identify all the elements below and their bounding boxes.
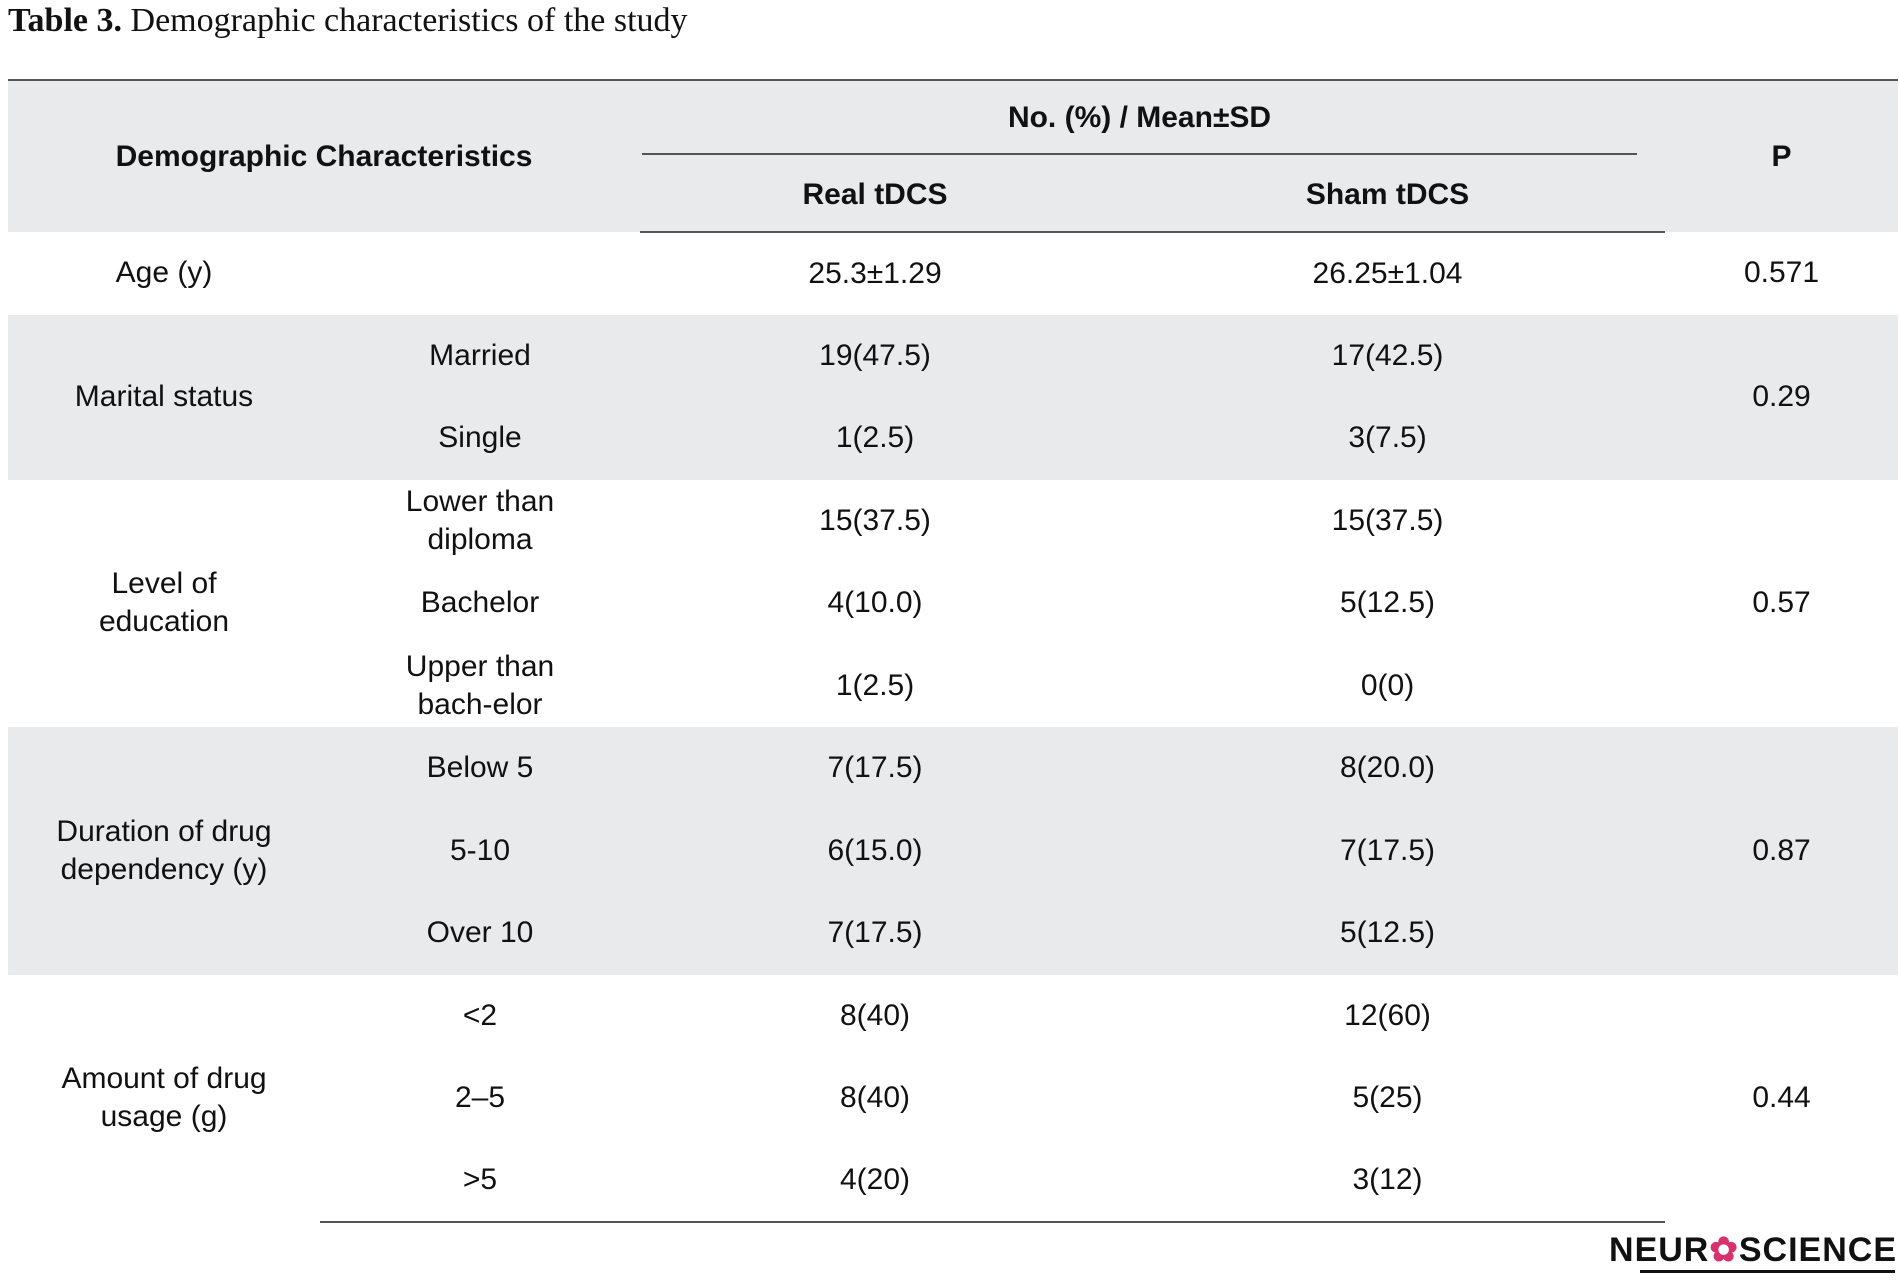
sub-category: >5 xyxy=(320,1140,640,1223)
table-body xyxy=(8,232,1898,1222)
p-value: 0.29 xyxy=(1665,315,1898,480)
table-row xyxy=(8,480,1898,563)
sub-category: Lower than diploma xyxy=(405,484,555,556)
group-label: Duration of drug dependency (y) xyxy=(8,727,320,975)
p-value: 0.44 xyxy=(1752,1081,1811,1115)
sub-category: Bachelor xyxy=(420,586,540,620)
real-tdcs-value: 8(40) xyxy=(839,998,911,1032)
table-caption xyxy=(8,2,688,40)
real-tdcs-value: 15(37.5) xyxy=(819,503,931,537)
caption-label: Table 3. xyxy=(8,2,123,39)
real-tdcs-value: 4(20) xyxy=(640,1140,1110,1223)
sham-tdcs-value: 26.25±1.04 xyxy=(1312,256,1463,290)
p-value: 0.571 xyxy=(1743,256,1820,290)
sub-category: Over 10 xyxy=(320,892,640,975)
sub-category xyxy=(320,232,640,315)
header-p: P xyxy=(1665,80,1898,232)
logo-text-start: NEUR xyxy=(1609,1231,1710,1269)
group-label: Marital status xyxy=(8,315,320,480)
sham-tdcs-value: 3(12) xyxy=(1110,1140,1665,1223)
header-group xyxy=(640,80,1665,159)
sub-category: <2 xyxy=(462,998,498,1032)
real-tdcs-value: 6(15.0) xyxy=(640,810,1110,893)
real-tdcs-value: 25.3±1.29 xyxy=(808,256,942,290)
real-tdcs-value: 7(17.5) xyxy=(640,892,1110,975)
real-tdcs-value: 19(47.5) xyxy=(640,315,1110,398)
logo-flower-icon: ✿ xyxy=(1709,1231,1739,1269)
group-label: Level of education xyxy=(98,567,230,639)
sub-category: Single xyxy=(320,397,640,480)
demographics-table xyxy=(8,79,1898,1223)
real-tdcs-value: 8(40) xyxy=(839,1081,911,1115)
group-label: Amount of drug usage (g) xyxy=(61,1062,267,1134)
sub-category: Below 5 xyxy=(320,727,640,810)
header-demographic: Demographic Characteristics xyxy=(8,80,640,232)
table-row xyxy=(8,315,1898,398)
real-tdcs-value: 1(2.5) xyxy=(835,668,915,702)
table-row xyxy=(8,727,1898,810)
header-sham: Sham tDCS xyxy=(1110,159,1665,232)
group-label: Age (y) xyxy=(115,256,213,290)
neuroscience-logo xyxy=(1609,1230,1897,1270)
header-real: Real tDCS xyxy=(640,159,1110,232)
header-group-label: No. (%) / Mean±SD xyxy=(642,85,1637,155)
sham-tdcs-value: 3(7.5) xyxy=(1110,397,1665,480)
logo-underline xyxy=(1640,1270,1895,1273)
sham-tdcs-value: 5(12.5) xyxy=(1110,892,1665,975)
sub-category: 2–5 xyxy=(454,1081,506,1115)
caption-text: Demographic characteristics of the study xyxy=(130,2,688,39)
sham-tdcs-value: 0(0) xyxy=(1360,668,1415,702)
sub-category: Married xyxy=(320,315,640,398)
p-value: 0.87 xyxy=(1665,727,1898,975)
p-value: 0.57 xyxy=(1752,586,1811,620)
sham-tdcs-value: 5(25) xyxy=(1352,1081,1423,1115)
sham-tdcs-value: 17(42.5) xyxy=(1110,315,1665,398)
sham-tdcs-value: 15(37.5) xyxy=(1331,503,1444,537)
real-tdcs-value: 7(17.5) xyxy=(640,727,1110,810)
real-tdcs-value: 1(2.5) xyxy=(640,397,1110,480)
real-tdcs-value: 4(10.0) xyxy=(827,586,923,620)
table-row xyxy=(8,232,1898,315)
logo-text-end: SCIENCE xyxy=(1738,1231,1897,1269)
sham-tdcs-value: 8(20.0) xyxy=(1110,727,1665,810)
sham-tdcs-value: 5(12.5) xyxy=(1339,586,1436,620)
header-row-1 xyxy=(8,80,1898,159)
sub-category: 5-10 xyxy=(320,810,640,893)
sham-tdcs-value: 12(60) xyxy=(1344,998,1431,1032)
sham-tdcs-value: 7(17.5) xyxy=(1110,810,1665,893)
sub-category: Upper than bach-elor xyxy=(405,649,555,721)
table-row xyxy=(8,975,1898,1058)
